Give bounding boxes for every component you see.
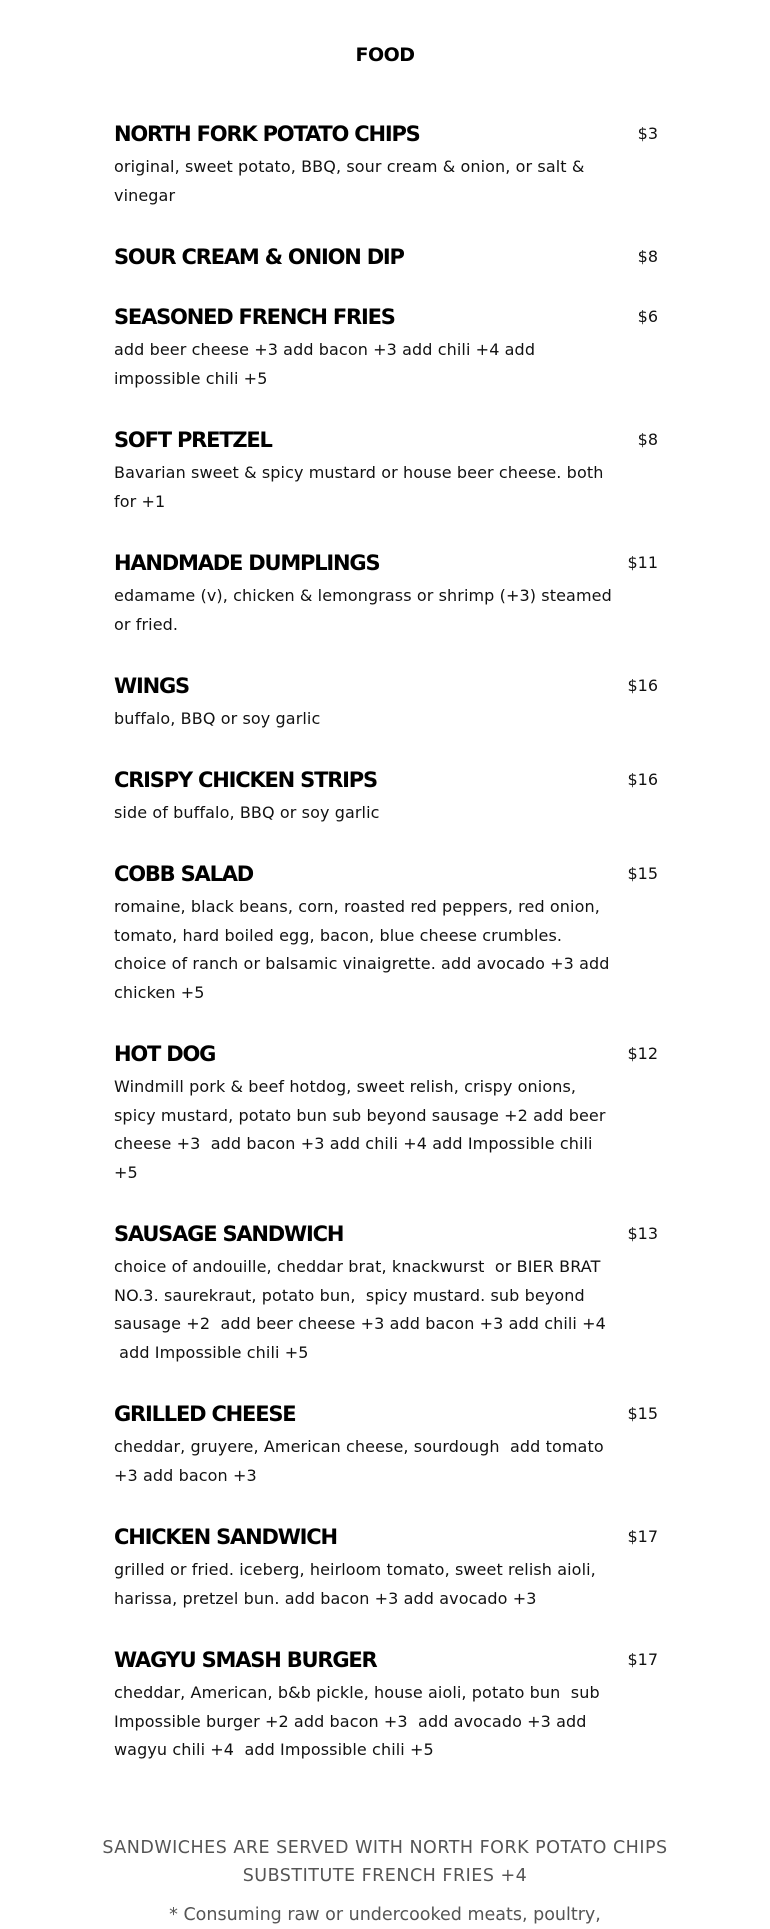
item-name: WAGYU SMASH BURGER — [114, 1648, 377, 1672]
item-price: $3 — [637, 124, 658, 143]
item-price: $17 — [627, 1650, 658, 1669]
item-name: CHICKEN SANDWICH — [114, 1525, 337, 1549]
item-name: HANDMADE DUMPLINGS — [114, 551, 380, 575]
item-price: $13 — [627, 1224, 658, 1243]
item-description: buffalo, BBQ or soy garlic — [114, 709, 321, 728]
item-price: $17 — [627, 1527, 658, 1546]
item-price: $6 — [637, 307, 658, 326]
item-description: Windmill pork & beef hotdog, sweet relish, crispy onions, spicy mustard, potato bun sub beyond sausage +2 add beer cheese +3 add bacon +3 add chili +4 add Impossible chili +5 — [114, 1077, 606, 1182]
item-price: $16 — [627, 770, 658, 789]
section-title: FOOD — [355, 44, 415, 66]
consumption-disclaimer: * Consuming raw or undercooked meats, poultry, — [169, 1905, 601, 1925]
item-name: NORTH FORK POTATO CHIPS — [114, 122, 420, 146]
item-description: grilled or fried. iceberg, heirloom tomato, sweet relish aioli, harissa, pretzel bun. add bacon +3 add avocado +3 — [114, 1560, 596, 1608]
item-description: choice of andouille, cheddar brat, knackwurst or BIER BRAT NO.3. saurekraut, potato bun, spicy mustard. sub beyond sausage +2 add beer cheese +3 add bacon +3 add chili +4 add Impossible chili +5 — [114, 1257, 606, 1362]
item-description: original, sweet potato, BBQ, sour cream & onion, or salt & vinegar — [114, 157, 585, 205]
item-price: $16 — [627, 676, 658, 695]
item-name: COBB SALAD — [114, 862, 254, 886]
item-price: $15 — [627, 1404, 658, 1423]
item-description: edamame (v), chicken & lemongrass or shrimp (+3) steamed or fried. — [114, 586, 612, 634]
item-price: $11 — [627, 553, 658, 572]
item-description: romaine, black beans, corn, roasted red peppers, red onion, tomato, hard boiled egg, bacon, blue cheese crumbles. choice of ranch or balsamic vinaigrette. add avocado +3 add chicken +5 — [114, 897, 610, 1002]
item-name: HOT DOG — [114, 1042, 216, 1066]
item-description: cheddar, gruyere, American cheese, sourdough add tomato +3 add bacon +3 — [114, 1437, 604, 1485]
sides-note: SANDWICHES ARE SERVED WITH NORTH FORK POTATO CHIPS SUBSTITUTE FRENCH FRIES +4 — [102, 1838, 668, 1886]
item-name: GRILLED CHEESE — [114, 1402, 296, 1426]
item-name: SEASONED FRENCH FRIES — [114, 305, 395, 329]
item-description: cheddar, American, b&b pickle, house aioli, potato bun sub Impossible burger +2 add bacon +3 add avocado +3 add wagyu chili +4 add Impossible chili +5 — [114, 1683, 600, 1760]
item-price: $12 — [627, 1044, 658, 1063]
item-name: SAUSAGE SANDWICH — [114, 1222, 344, 1246]
item-name: CRISPY CHICKEN STRIPS — [114, 768, 377, 792]
item-description: add beer cheese +3 add bacon +3 add chili +4 add impossible chili +5 — [114, 340, 536, 388]
item-name: WINGS — [114, 674, 189, 698]
item-description: side of buffalo, BBQ or soy garlic — [114, 803, 380, 822]
item-description: Bavarian sweet & spicy mustard or house beer cheese. both for +1 — [114, 463, 604, 511]
item-name: SOFT PRETZEL — [114, 428, 272, 452]
item-price: $8 — [637, 247, 658, 266]
item-price: $8 — [637, 430, 658, 449]
item-price: $15 — [627, 864, 658, 883]
item-name: SOUR CREAM & ONION DIP — [114, 245, 404, 269]
